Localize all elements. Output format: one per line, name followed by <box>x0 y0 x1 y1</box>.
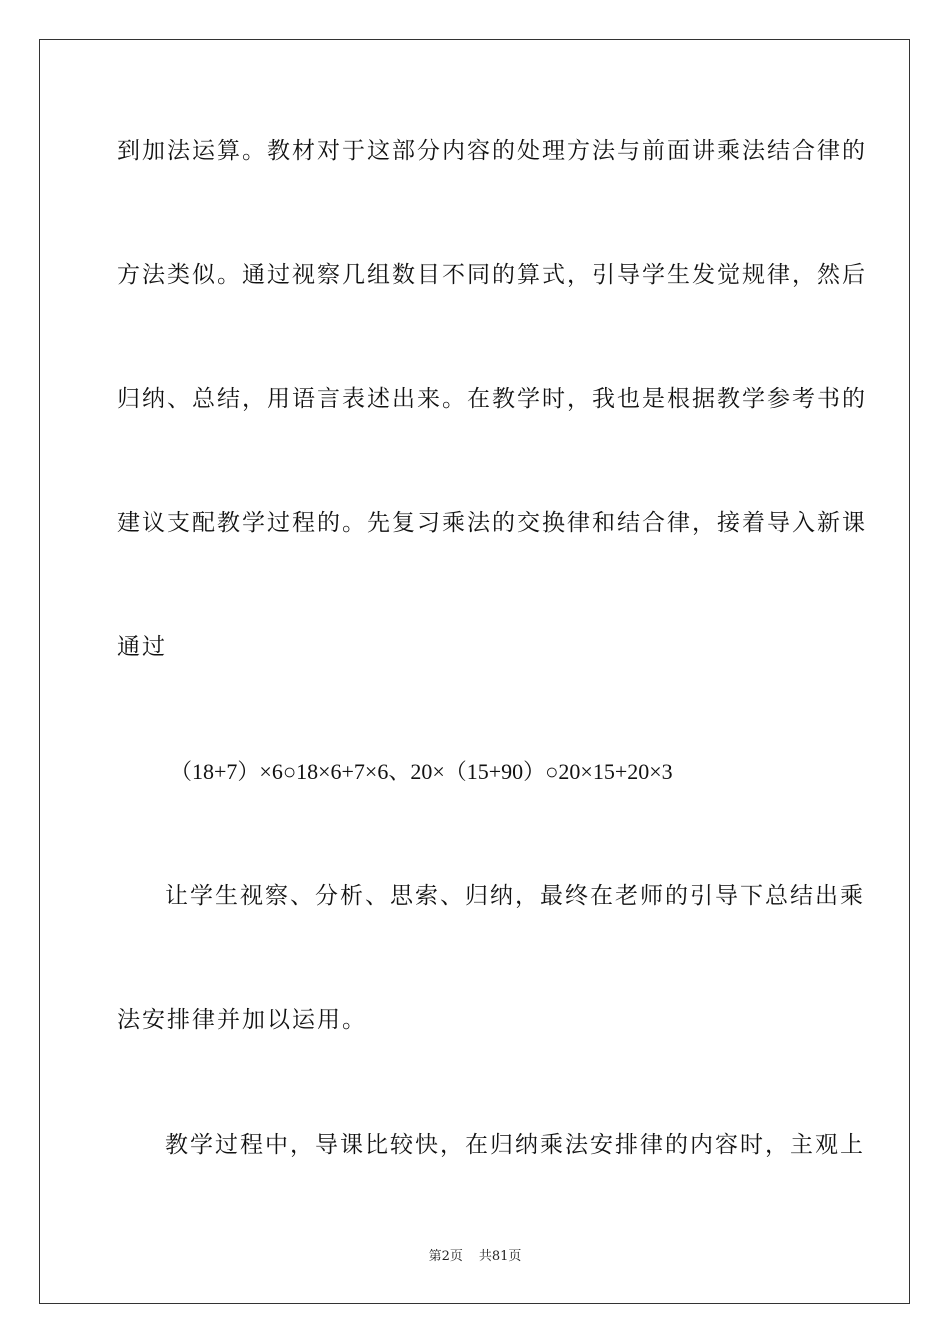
paragraph-line-4: 建议支配教学过程的。先复习乘法的交换律和结合律，接着导入新课 <box>117 510 867 536</box>
paragraph-line-7: 让学生视察、分析、思索、归纳，最终在老师的引导下总结出乘 <box>165 883 865 909</box>
page-footer <box>0 1249 950 1265</box>
paragraph-line-3: 归纳、总结，用语言表述出来。在教学时，我也是根据教学参考书的 <box>117 386 867 412</box>
paragraph-line-9: 教学过程中，导课比较快，在归纳乘法安排律的内容时，主观上 <box>165 1132 865 1158</box>
formula-line: （18+7）×6○18×6+7×6、20×（15+90）○20×15+20×3 <box>170 759 673 784</box>
paragraph-line-1: 到加法运算。教材对于这部分内容的处理方法与前面讲乘法结合律的 <box>117 138 867 164</box>
page-number: 第2页 <box>428 1249 463 1264</box>
page-total: 共81页 <box>478 1249 522 1264</box>
paragraph-line-2: 方法类似。通过视察几组数目不同的算式，引导学生发觉规律，然后 <box>117 262 867 288</box>
page-frame <box>39 39 910 1304</box>
paragraph-line-5: 通过 <box>117 634 167 660</box>
paragraph-line-8: 法安排律并加以运用。 <box>117 1007 367 1033</box>
